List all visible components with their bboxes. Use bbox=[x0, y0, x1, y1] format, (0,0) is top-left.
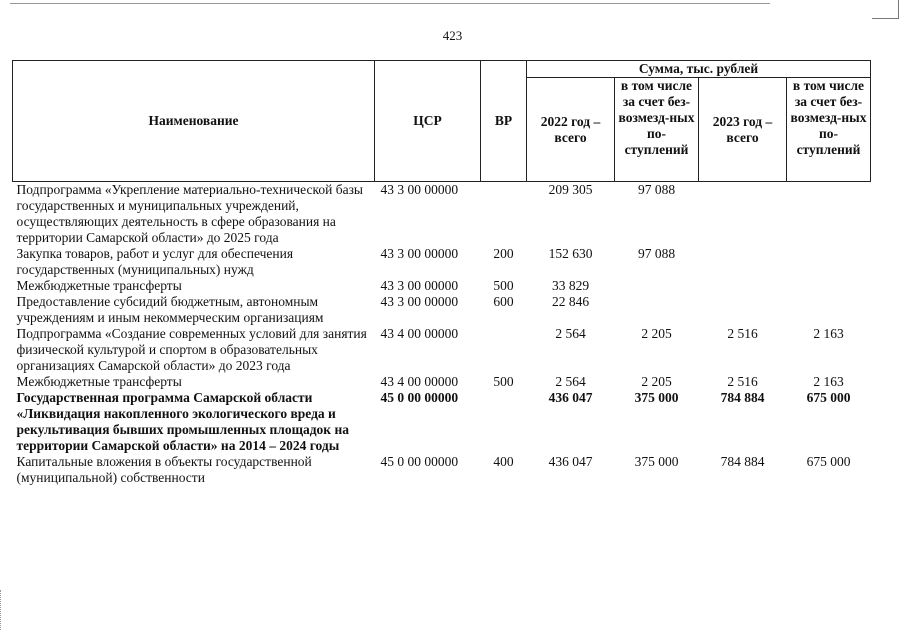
table-row bbox=[13, 454, 871, 486]
header-2022-incl: в том числе за счет без-возмезд-ных по-ступлений bbox=[615, 78, 699, 182]
cell-2023-incl bbox=[787, 278, 871, 294]
page-number: 423 bbox=[442, 28, 463, 43]
cell-2023-total: 2 516 bbox=[727, 374, 758, 389]
cell-name: Предоставление субсидий бюджетным, автономным учреждениям и иным некоммерческим организациям bbox=[16, 294, 324, 325]
cell-2023-incl: 675 000 bbox=[806, 390, 851, 405]
cell-csr: 45 0 00 00000 bbox=[380, 454, 459, 469]
cell-2023-incl bbox=[787, 182, 871, 247]
cell-2022-total: 152 630 bbox=[548, 246, 593, 261]
cell-name: Межбюджетные трансферты bbox=[16, 374, 182, 389]
cell-vr: 500 bbox=[493, 278, 514, 293]
scan-edge-mark bbox=[0, 590, 7, 630]
cell-2023-incl: 2 163 bbox=[813, 374, 844, 389]
cell-csr: 43 4 00 00000 bbox=[380, 374, 459, 389]
cell-2022-incl: 375 000 bbox=[634, 454, 679, 469]
cell-2022-total: 436 047 bbox=[548, 454, 593, 469]
cell-2022-incl: 2 205 bbox=[641, 326, 672, 341]
cell-2022-total: 2 564 bbox=[555, 374, 586, 389]
header-vr: ВР bbox=[481, 61, 527, 182]
header-sum-group: Сумма, тыс. рублей bbox=[527, 61, 871, 78]
cell-2023-incl: 2 163 bbox=[813, 326, 844, 341]
cell-2023-total bbox=[699, 294, 787, 326]
cell-csr: 43 4 00 00000 bbox=[380, 326, 459, 341]
cell-2023-incl: 675 000 bbox=[806, 454, 851, 469]
cell-2022-incl bbox=[615, 294, 699, 326]
cell-2022-incl: 375 000 bbox=[634, 390, 679, 405]
cell-2022-incl bbox=[615, 278, 699, 294]
header-2023-incl: в том числе за счет без-возмезд-ных по-ступлений bbox=[787, 78, 871, 182]
cell-csr: 43 3 00 00000 bbox=[380, 278, 459, 293]
cell-name: Капитальные вложения в объекты государственной (муниципальной) собственности bbox=[16, 454, 312, 485]
cell-2022-total: 33 829 bbox=[551, 278, 590, 293]
cell-name: Межбюджетные трансферты bbox=[16, 278, 182, 293]
cell-csr: 45 0 00 00000 bbox=[380, 390, 459, 405]
cell-name: Подпрограмма «Укрепление материально-технической базы государственных и муниципальных учреждений, осуществляющих деятельность в сфере образования на территории Самарской области» до 2025 года bbox=[16, 182, 363, 245]
cell-vr: 600 bbox=[493, 294, 514, 309]
cell-name: Подпрограмма «Создание современных условий для занятия физической культурой и спортом в образовательных организациях Самарской области» до 2023 года bbox=[16, 326, 367, 373]
table-row bbox=[13, 278, 871, 294]
table-row bbox=[13, 390, 871, 454]
table-row bbox=[13, 294, 871, 326]
cell-2022-total: 22 846 bbox=[551, 294, 590, 309]
cell-2023-incl bbox=[787, 294, 871, 326]
cell-name: Государственная программа Самарской области «Ликвидация накопленного экологического вреда и рекультивация бывших промышленных площадок на территории Самарской области» на 2014 – 2024 годы bbox=[16, 390, 349, 453]
cell-vr: 500 bbox=[493, 374, 514, 389]
cell-2022-total: 209 305 bbox=[548, 182, 593, 197]
cell-2023-total bbox=[699, 182, 787, 247]
budget-table bbox=[12, 60, 871, 486]
table-row bbox=[13, 326, 871, 374]
table-row bbox=[13, 246, 871, 278]
cell-2022-incl: 97 088 bbox=[637, 182, 676, 197]
header-2023-total: 2023 год – всего bbox=[699, 78, 787, 182]
header-csr: ЦСР bbox=[375, 61, 481, 182]
table-row bbox=[13, 182, 871, 247]
cell-name: Закупка товаров, работ и услуг для обеспечения государственных (муниципальных) нужд bbox=[16, 246, 294, 277]
cell-csr: 43 3 00 00000 bbox=[380, 246, 459, 261]
cell-vr bbox=[481, 326, 527, 374]
table-row bbox=[13, 374, 871, 390]
table-body bbox=[13, 182, 871, 487]
cell-2022-total: 2 564 bbox=[555, 326, 586, 341]
cell-vr bbox=[481, 182, 527, 247]
cell-2022-total: 436 047 bbox=[548, 390, 593, 405]
scan-top-line bbox=[10, 3, 770, 4]
cell-2023-total: 2 516 bbox=[727, 326, 758, 341]
cell-2023-total: 784 884 bbox=[720, 454, 765, 469]
cell-2023-total: 784 884 bbox=[720, 390, 765, 405]
cell-2023-total bbox=[699, 246, 787, 278]
cell-vr bbox=[481, 390, 527, 454]
cell-csr: 43 3 00 00000 bbox=[380, 182, 459, 197]
cell-2022-incl: 97 088 bbox=[637, 246, 676, 261]
cell-vr: 400 bbox=[493, 454, 514, 469]
cell-2022-incl: 2 205 bbox=[641, 374, 672, 389]
cell-csr: 43 3 00 00000 bbox=[380, 294, 459, 309]
header-name: Наименование bbox=[13, 61, 375, 182]
header-2022-total: 2022 год – всего bbox=[527, 78, 615, 182]
cell-2023-total bbox=[699, 278, 787, 294]
cell-2023-incl bbox=[787, 246, 871, 278]
cell-vr: 200 bbox=[493, 246, 514, 261]
page-corner-mark bbox=[872, 0, 899, 19]
